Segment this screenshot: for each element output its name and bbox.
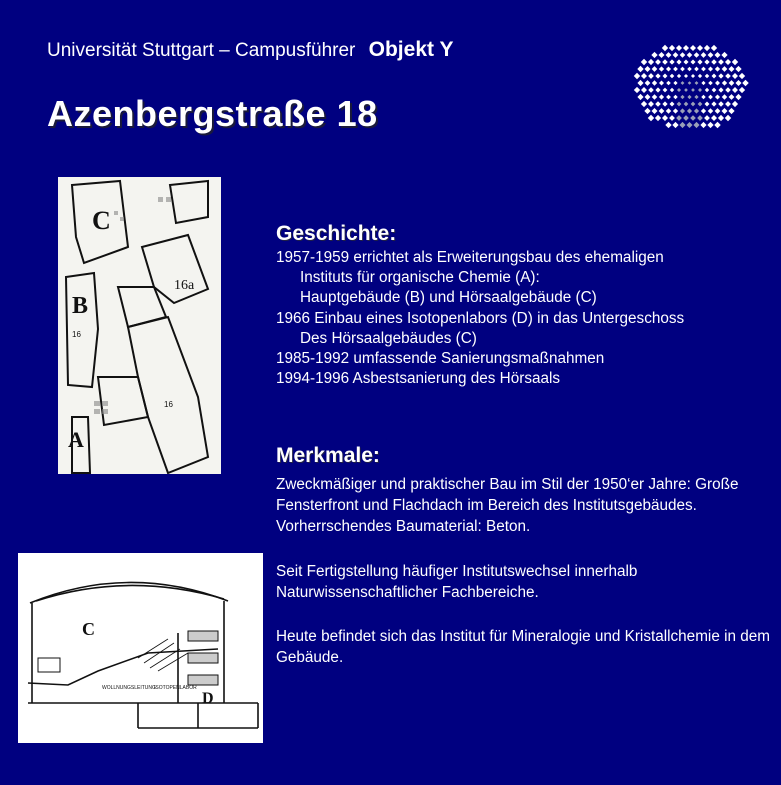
plan-label-c: C [92,206,111,235]
plan-label-a: A [68,427,84,452]
section-label-c: C [82,619,95,639]
site-plan-image [58,177,221,474]
section-label-isotope-lab: ISOTOPENLABOR [154,685,197,691]
plan-label-16: 16 [72,330,81,339]
object-label: Objekt Y [368,38,454,61]
plan-label-16a: 16a [174,278,195,293]
features-paragraph-3: Heute befindet sich das Institut für Mineralogie und Kristallchemie in dem Gebäude. [276,628,771,666]
section-drawing-image [18,553,263,743]
features-paragraph-1: Zweckmäßiger und praktischer Bau im Stil der 1950‘er Jahre: Große Fensterfront und Flachdach im Bereich des Institutsgebäudes. Vorherrschendes Baumaterial: Beton. [276,476,739,535]
history-line: Instituts für organische Chemie (A): [300,269,540,287]
history-line: 1985-1992 umfassende Sanierungsmaßnahmen [276,350,605,368]
section-label-service: WOLLNUNGSLEITUNG [102,685,156,691]
history-list [276,248,684,389]
plan-label-16b: 16 [164,400,173,409]
header-line [47,38,453,62]
history-line: Des Hörsaalgebäudes (C) [300,329,477,347]
features-paragraph-2: Seit Fertigstellung häufiger Institutswechsel innerhalb Naturwissenschaftlicher Fachbereiche. [276,563,638,601]
history-line: 1957-1959 errichtet als Erweiterungsbau des ehemaligen [276,249,664,266]
campus-guide-subtitle: Universität Stuttgart – Campusführer [47,40,356,61]
university-logo [615,30,765,150]
history-line: 1966 Einbau eines Isotopenlabors (D) in das Untergeschoss [276,309,685,327]
section-label-d: D [202,690,214,707]
plan-label-b: B [72,293,89,319]
history-heading: Geschichte: [276,222,397,245]
history-line: 1994-1996 Asbestsanierung des Hörsaals [276,370,561,388]
history-line: Hauptgebäude (B) und Hörsaalgebäude (C) [300,289,597,307]
features-heading: Merkmale: [276,444,380,467]
page-title: Azenbergstraße 18 [47,93,378,134]
